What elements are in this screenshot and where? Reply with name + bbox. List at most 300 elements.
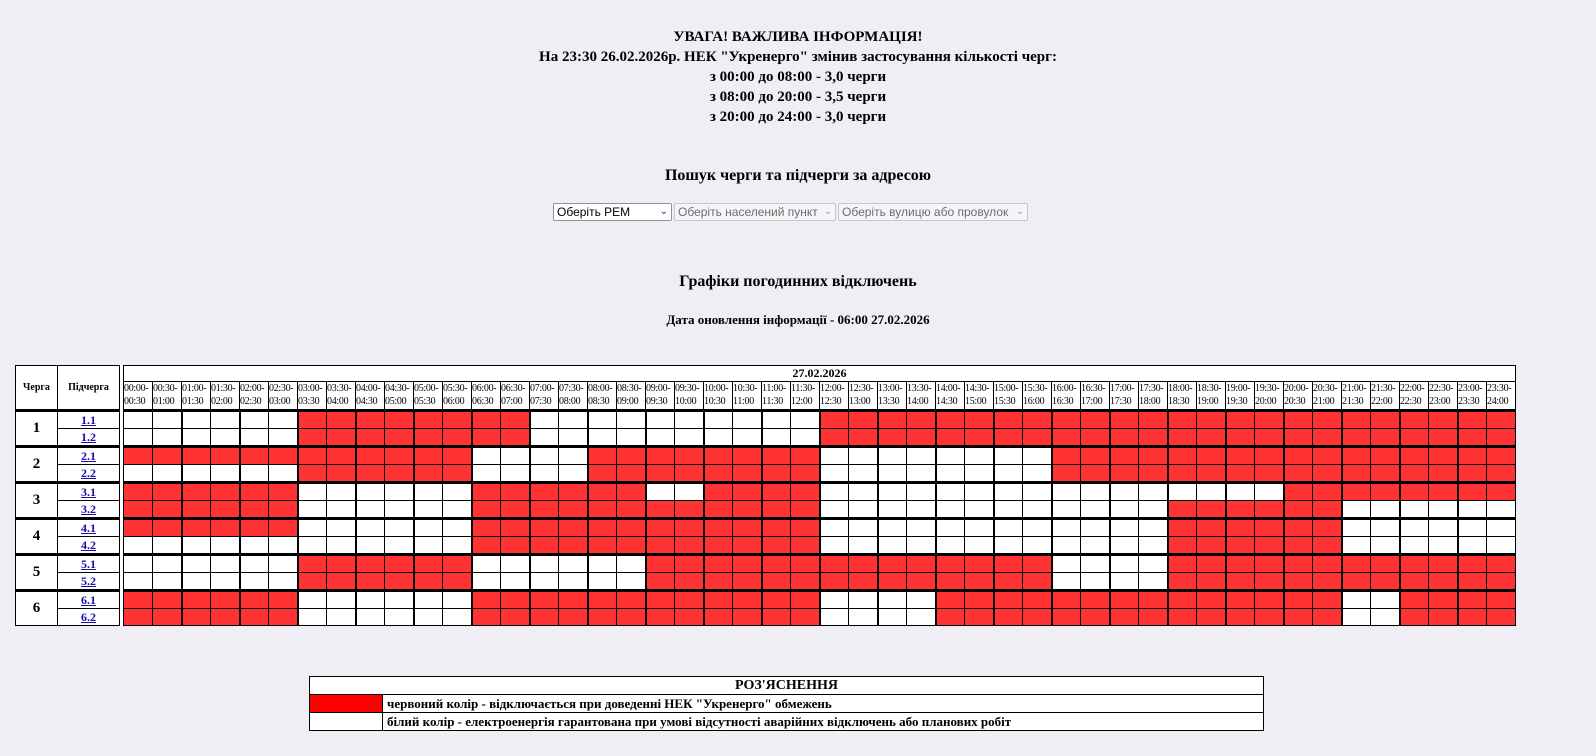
schedule-cell [849, 537, 878, 555]
schedule-cell [820, 573, 849, 591]
time-slot-header: 13:30- 14:00 [907, 382, 936, 411]
schedule-cell [820, 429, 849, 447]
schedule-cell [1197, 483, 1226, 501]
schedule-cell [791, 591, 820, 609]
schedule-cell [617, 411, 646, 429]
schedule-cell [791, 609, 820, 626]
schedule-cell [791, 429, 820, 447]
schedule-cell [1284, 555, 1313, 573]
schedule-cell [443, 519, 472, 537]
schedule-cell [530, 447, 559, 465]
schedule-cell [356, 465, 385, 483]
schedule-cell [1371, 519, 1400, 537]
schedule-cell [1081, 429, 1110, 447]
schedule-cell [1458, 429, 1487, 447]
col-queue-header: Черга [16, 366, 58, 411]
schedule-cell [1313, 447, 1342, 465]
subqueue-cell [58, 609, 120, 626]
schedule-cell [240, 429, 269, 447]
subqueue-link[interactable]: 1.2 [81, 430, 96, 444]
schedule-cell [1342, 537, 1371, 555]
schedule-cell [472, 483, 501, 501]
schedule-cell [269, 465, 298, 483]
subqueue-link[interactable]: 2.1 [81, 449, 96, 463]
schedule-cell [878, 573, 907, 591]
schedule-cell [588, 429, 617, 447]
subqueue-link[interactable]: 4.1 [81, 521, 96, 535]
schedule-cell [1081, 447, 1110, 465]
schedule-cell [849, 411, 878, 429]
schedule-cell [153, 501, 182, 519]
subqueue-cell [58, 501, 120, 519]
time-slot-header: 18:00- 18:30 [1168, 382, 1197, 411]
schedule-cell [182, 573, 211, 591]
schedule-cell [965, 519, 994, 537]
schedule-cell [1197, 519, 1226, 537]
time-slot-header: 00:30- 01:00 [153, 382, 182, 411]
schedule-cell [1052, 447, 1081, 465]
schedule-cell [153, 591, 182, 609]
subqueue-cell [58, 483, 120, 501]
schedule-cell [733, 411, 762, 429]
schedule-cell [936, 609, 965, 626]
schedule-row [16, 411, 1516, 429]
schedule-cell [1400, 609, 1429, 626]
schedule-cell [443, 501, 472, 519]
schedule-cell [443, 609, 472, 626]
schedule-cell [588, 591, 617, 609]
time-slot-header: 21:30- 22:00 [1371, 382, 1400, 411]
schedule-cell [675, 609, 704, 626]
subqueue-link[interactable]: 1.1 [81, 413, 96, 427]
schedule-cell [530, 465, 559, 483]
schedule-cell [617, 573, 646, 591]
schedule-cell [1197, 447, 1226, 465]
schedule-cell [617, 591, 646, 609]
schedule-cell [878, 591, 907, 609]
street-select-value: Оберіть вулицю або провулок [842, 205, 1009, 219]
legend-title: РОЗ'ЯСНЕННЯ [310, 677, 1264, 695]
schedule-cell [791, 447, 820, 465]
schedule-cell [704, 483, 733, 501]
schedule-cell [1429, 429, 1458, 447]
schedule-cell [617, 537, 646, 555]
schedule-cell [617, 501, 646, 519]
schedule-cell [1429, 555, 1458, 573]
schedule-cell [1110, 555, 1139, 573]
chevron-down-icon: ⌄ [659, 206, 668, 217]
schedule-cell [1197, 429, 1226, 447]
street-select[interactable] [838, 203, 1028, 221]
schedule-cell [443, 591, 472, 609]
schedule-cell [356, 573, 385, 591]
time-slot-header: 18:30- 19:00 [1197, 382, 1226, 411]
schedule-cell [1371, 447, 1400, 465]
schedule-cell [327, 555, 356, 573]
schedule-cell [965, 483, 994, 501]
time-slot-header: 03:00- 03:30 [298, 382, 327, 411]
schedule-cell [994, 501, 1023, 519]
schedule-cell [646, 609, 675, 626]
subqueue-link[interactable]: 6.1 [81, 593, 96, 607]
schedule-cell [588, 609, 617, 626]
schedule-cell [849, 465, 878, 483]
schedule-cell [994, 429, 1023, 447]
schedule-cell [733, 501, 762, 519]
schedule-cell [1371, 555, 1400, 573]
schedule-cell [182, 483, 211, 501]
schedule-cell [1342, 555, 1371, 573]
schedule-cell [791, 483, 820, 501]
time-slot-header: 22:00- 22:30 [1400, 382, 1429, 411]
schedule-cell [1400, 483, 1429, 501]
schedule-cell [907, 519, 936, 537]
schedule-cell [936, 465, 965, 483]
time-slot-header: 21:00- 21:30 [1342, 382, 1371, 411]
schedule-cell [1023, 483, 1052, 501]
schedule-cell [124, 573, 153, 591]
schedule-cell [472, 465, 501, 483]
chevron-down-icon: ⌄ [1015, 206, 1024, 217]
schedule-cell [1342, 483, 1371, 501]
schedule-cell [530, 609, 559, 626]
schedule-cell [356, 411, 385, 429]
time-slot-header: 16:30- 17:00 [1081, 382, 1110, 411]
time-slot-header: 15:00- 15:30 [994, 382, 1023, 411]
schedule-cell [1110, 519, 1139, 537]
schedule-cell [1081, 411, 1110, 429]
schedule-cell [153, 447, 182, 465]
schedule-cell [936, 501, 965, 519]
schedule-cell [1052, 501, 1081, 519]
schedule-cell [1226, 411, 1255, 429]
schedule-cell [849, 429, 878, 447]
schedule-cell [327, 483, 356, 501]
schedule-cell [1458, 411, 1487, 429]
schedule-cell [965, 429, 994, 447]
schedule-cell [820, 501, 849, 519]
legend-white-text: білий колір - електроенергія гарантована при умові відсутності аварійних відключень або планових робіт [383, 713, 1264, 731]
schedule-cell [298, 609, 327, 626]
schedule-cell [1429, 411, 1458, 429]
schedule-cell [414, 591, 443, 609]
schedule-cell [878, 483, 907, 501]
schedule-cell [936, 573, 965, 591]
schedule-cell [1139, 429, 1168, 447]
time-slot-header: 14:00- 14:30 [936, 382, 965, 411]
schedule-cell [617, 609, 646, 626]
schedule-cell [1110, 537, 1139, 555]
schedule-cell [298, 591, 327, 609]
subqueue-link[interactable]: 5.2 [81, 574, 96, 588]
schedule-cell [530, 537, 559, 555]
schedule-cell [1313, 429, 1342, 447]
schedule-cell [878, 609, 907, 626]
schedule-cell [1487, 465, 1516, 483]
queue-number: 6 [16, 591, 58, 626]
schedule-cell [733, 537, 762, 555]
schedule-cell [298, 573, 327, 591]
time-slot-header: 05:30- 06:00 [443, 382, 472, 411]
schedule-cell [530, 483, 559, 501]
schedule-cell [1052, 483, 1081, 501]
schedule-cell [1168, 591, 1197, 609]
queue-number: 4 [16, 519, 58, 555]
schedule-cell [1400, 447, 1429, 465]
queue-number: 1 [16, 411, 58, 447]
time-slot-header: 07:00- 07:30 [530, 382, 559, 411]
schedule-cell [385, 501, 414, 519]
schedule-cell [1081, 465, 1110, 483]
schedule-cell [1255, 411, 1284, 429]
col-subqueue-header: Підчерга [58, 366, 120, 411]
schedule-cell [1168, 501, 1197, 519]
schedule-cell [1284, 483, 1313, 501]
schedule-cell [559, 447, 588, 465]
schedule-cell [1168, 447, 1197, 465]
schedule-cell [1429, 537, 1458, 555]
schedule-cell [733, 465, 762, 483]
schedule-cell [762, 465, 791, 483]
schedule-cell [443, 555, 472, 573]
schedule-cell [704, 609, 733, 626]
schedule-cell [327, 573, 356, 591]
schedule-cell [1023, 447, 1052, 465]
schedule-cell [646, 519, 675, 537]
schedule-cell [1400, 537, 1429, 555]
schedule-cell [124, 447, 153, 465]
schedule-cell [501, 519, 530, 537]
time-slot-header: 19:30- 20:00 [1255, 382, 1284, 411]
time-slot-header: 14:30- 15:00 [965, 382, 994, 411]
schedule-cell [1081, 591, 1110, 609]
schedule-cell [820, 411, 849, 429]
schedule-cell [1110, 411, 1139, 429]
schedule-heading: Графіки погодинних відключень [679, 273, 917, 290]
schedule-cell [182, 429, 211, 447]
schedule-row [16, 519, 1516, 537]
schedule-cell [385, 411, 414, 429]
schedule-cell [1400, 555, 1429, 573]
schedule-cell [1313, 591, 1342, 609]
schedule-cell [617, 519, 646, 537]
schedule-cell [472, 447, 501, 465]
schedule-cell [907, 411, 936, 429]
schedule-cell [1081, 537, 1110, 555]
schedule-cell [704, 555, 733, 573]
schedule-cell [327, 609, 356, 626]
schedule-cell [1197, 573, 1226, 591]
schedule-cell [675, 537, 704, 555]
schedule-cell [617, 465, 646, 483]
schedule-cell [182, 519, 211, 537]
schedule-cell [646, 555, 675, 573]
schedule-cell [1226, 555, 1255, 573]
schedule-cell [878, 447, 907, 465]
schedule-cell [414, 447, 443, 465]
schedule-cell [240, 555, 269, 573]
schedule-cell [994, 465, 1023, 483]
schedule-cell [1226, 573, 1255, 591]
settlement-select[interactable] [674, 203, 836, 221]
schedule-row [16, 501, 1516, 519]
schedule-cell [733, 591, 762, 609]
time-slot-header: 02:00- 02:30 [240, 382, 269, 411]
schedule-row [16, 609, 1516, 626]
legend-table [309, 676, 1264, 731]
schedule-cell [385, 483, 414, 501]
schedule-cell [1458, 591, 1487, 609]
schedule-cell [1197, 411, 1226, 429]
time-slot-header: 07:30- 08:00 [559, 382, 588, 411]
schedule-cell [1052, 591, 1081, 609]
rem-select-value: Оберіть РЕМ [557, 205, 631, 219]
schedule-cell [1458, 483, 1487, 501]
schedule-cell [936, 447, 965, 465]
time-slot-header: 23:00- 23:30 [1458, 382, 1487, 411]
schedule-cell [240, 447, 269, 465]
schedule-cell [501, 591, 530, 609]
schedule-cell [530, 555, 559, 573]
time-slot-header: 09:00- 09:30 [646, 382, 675, 411]
schedule-cell [1226, 519, 1255, 537]
time-slot-header: 11:30- 12:00 [791, 382, 820, 411]
subqueue-link[interactable]: 3.2 [81, 502, 96, 516]
schedule-cell [559, 609, 588, 626]
chevron-down-icon: ⌄ [823, 206, 832, 217]
schedule-cell [1197, 591, 1226, 609]
subqueue-link[interactable]: 6.2 [81, 610, 96, 624]
schedule-cell [211, 555, 240, 573]
schedule-cell [385, 465, 414, 483]
schedule-cell [414, 609, 443, 626]
schedule-cell [733, 555, 762, 573]
schedule-cell [530, 411, 559, 429]
schedule-cell [501, 537, 530, 555]
schedule-cell [617, 429, 646, 447]
schedule-cell [1255, 573, 1284, 591]
schedule-cell [298, 429, 327, 447]
rem-select[interactable] [553, 203, 672, 221]
schedule-cell [269, 591, 298, 609]
notice-period-3: з 20:00 до 24:00 - 3,0 черги [709, 109, 887, 125]
schedule-cell [1255, 501, 1284, 519]
time-slot-header: 06:00- 06:30 [472, 382, 501, 411]
schedule-cell [1458, 447, 1487, 465]
schedule-cell [559, 519, 588, 537]
schedule-cell [559, 573, 588, 591]
schedule-cell [1139, 537, 1168, 555]
schedule-cell [1023, 429, 1052, 447]
schedule-cell [443, 573, 472, 591]
schedule-cell [820, 537, 849, 555]
schedule-cell [965, 591, 994, 609]
schedule-cell [1429, 573, 1458, 591]
subqueue-link[interactable]: 5.1 [81, 557, 96, 571]
schedule-cell [124, 501, 153, 519]
schedule-cell [356, 483, 385, 501]
schedule-cell [994, 555, 1023, 573]
schedule-cell [1313, 519, 1342, 537]
schedule-cell [791, 537, 820, 555]
schedule-cell [240, 465, 269, 483]
queue-number: 5 [16, 555, 58, 591]
schedule-cell [1255, 537, 1284, 555]
subqueue-link[interactable]: 3.1 [81, 485, 96, 499]
schedule-cell [327, 537, 356, 555]
time-slot-header: 02:30- 03:00 [269, 382, 298, 411]
schedule-cell [1487, 429, 1516, 447]
schedule-cell [153, 429, 182, 447]
schedule-cell [965, 411, 994, 429]
schedule-cell [1197, 609, 1226, 626]
schedule-cell [269, 447, 298, 465]
schedule-cell [501, 555, 530, 573]
schedule-cell [269, 501, 298, 519]
schedule-cell [965, 555, 994, 573]
subqueue-cell [58, 591, 120, 609]
schedule-cell [907, 609, 936, 626]
schedule-cell [1139, 483, 1168, 501]
schedule-cell [1110, 483, 1139, 501]
subqueue-cell [58, 465, 120, 483]
subqueue-link[interactable]: 2.2 [81, 466, 96, 480]
schedule-cell [907, 537, 936, 555]
schedule-cell [1342, 591, 1371, 609]
schedule-cell [1487, 591, 1516, 609]
schedule-cell [791, 519, 820, 537]
schedule-cell [1023, 555, 1052, 573]
schedule-cell [124, 519, 153, 537]
schedule-cell [1371, 465, 1400, 483]
schedule-cell [646, 429, 675, 447]
schedule-cell [791, 411, 820, 429]
schedule-cell [269, 609, 298, 626]
schedule-cell [327, 519, 356, 537]
schedule-cell [1313, 483, 1342, 501]
schedule-cell [588, 537, 617, 555]
schedule-cell [1226, 429, 1255, 447]
schedule-cell [559, 555, 588, 573]
important-notice [0, 27, 1596, 127]
time-slot-header: 00:00- 00:30 [124, 382, 153, 411]
schedule-cell [675, 483, 704, 501]
schedule-cell [878, 537, 907, 555]
subqueue-cell [58, 447, 120, 465]
schedule-cell [153, 609, 182, 626]
schedule-cell [820, 555, 849, 573]
schedule-cell [588, 573, 617, 591]
schedule-cell [878, 465, 907, 483]
schedule-cell [501, 501, 530, 519]
schedule-cell [965, 537, 994, 555]
schedule-cell [1313, 537, 1342, 555]
schedule-cell [588, 465, 617, 483]
schedule-cell [675, 411, 704, 429]
schedule-cell [762, 555, 791, 573]
time-slot-header: 01:00- 01:30 [182, 382, 211, 411]
schedule-cell [124, 555, 153, 573]
schedule-cell [907, 573, 936, 591]
schedule-cell [965, 465, 994, 483]
schedule-cell [733, 429, 762, 447]
schedule-cell [298, 411, 327, 429]
schedule-cell [472, 411, 501, 429]
schedule-cell [1023, 465, 1052, 483]
subqueue-link[interactable]: 4.2 [81, 538, 96, 552]
time-slot-header: 20:30- 21:00 [1313, 382, 1342, 411]
schedule-cell [501, 465, 530, 483]
